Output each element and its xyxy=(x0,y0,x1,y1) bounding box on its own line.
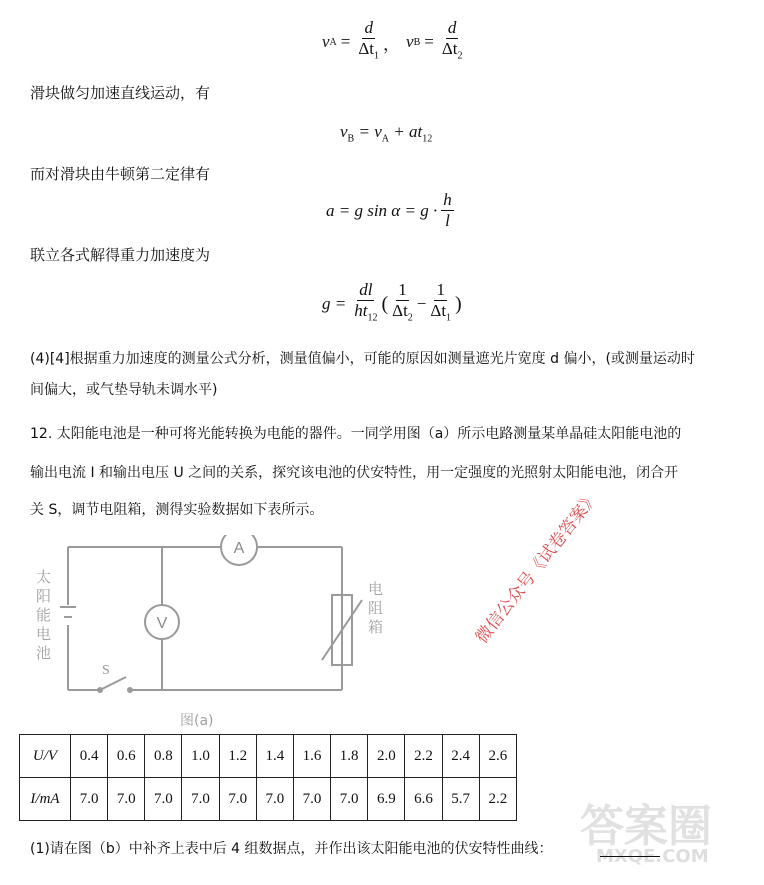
table-cell: 7.0 xyxy=(293,778,330,821)
circuit-diagram xyxy=(30,535,390,730)
table-cell: 1.8 xyxy=(331,735,368,778)
answer-blank xyxy=(600,856,660,857)
eq1-num2: d xyxy=(447,18,457,37)
table-cell: 1.2 xyxy=(219,735,256,778)
eq2-tail: + at xyxy=(388,122,423,141)
eq3-num: h xyxy=(443,190,452,209)
question-12-line2: 输出电流 I 和输出电压 U 之间的关系，探究该电池的伏安特性，用一定强度的光照射太阳能电池，闭合开 xyxy=(30,465,679,481)
table-header-current: I/mA xyxy=(20,778,71,821)
ammeter-label: A xyxy=(233,540,245,557)
eq3-left: a = g sin α = g · xyxy=(326,200,438,220)
eq1-num: d xyxy=(364,18,373,37)
table-cell: 1.0 xyxy=(182,735,219,778)
eq4-dt2-sub: 2 xyxy=(407,312,413,324)
table-row-current xyxy=(20,778,517,821)
eq1-den-sub: 1 xyxy=(374,50,380,62)
data-table xyxy=(19,734,517,821)
eq2-sub-12: 12 xyxy=(422,133,433,145)
eq1-den2-sub: 2 xyxy=(457,50,463,62)
eq2-sub-a: A xyxy=(381,133,389,145)
table-cell: 2.2 xyxy=(479,778,516,821)
eq1-den: Δt xyxy=(358,39,375,58)
eq1-sep: ， xyxy=(383,34,401,54)
eq4-dt1-sub: 1 xyxy=(446,312,452,324)
table-row-voltage xyxy=(20,735,517,778)
eq4-dt-a: Δt xyxy=(392,301,408,320)
figure-a-caption: 图(a) xyxy=(180,713,214,729)
eq4-den-sub: 12 xyxy=(367,312,378,324)
table-header-voltage: U/V xyxy=(20,735,71,778)
eq2-mid: = v xyxy=(354,122,382,141)
equation-gravity: g = $\frac{dl}{ht_{12}}$ ( $\frac{1}{\Delta t_2}$ − $\frac{1}{\Delta t_1}$ ) xyxy=(322,280,462,324)
battery-label: 太阳能电池 xyxy=(36,568,52,662)
table-cell: 7.0 xyxy=(182,778,219,821)
eq4-left: g = xyxy=(322,294,347,314)
paragraph-uniform-acceleration: 滑块做匀加速直线运动，有 xyxy=(30,84,211,102)
table-cell: 6.6 xyxy=(405,778,442,821)
table-cell: 1.6 xyxy=(293,735,330,778)
table-cell: 7.0 xyxy=(108,778,145,821)
eq4-dt-b: Δt xyxy=(430,301,447,320)
switch-label: S xyxy=(102,663,110,678)
table-cell: 7.0 xyxy=(71,778,108,821)
paragraph-analysis-line2: 间偏大，或气垫导轨未调水平) xyxy=(30,382,218,398)
voltmeter-icon xyxy=(145,605,179,639)
eq4-den: ht xyxy=(354,301,368,320)
question-12-line3: 关 S，调节电阻箱，测得实验数据如下表所示。 xyxy=(30,502,324,518)
table-cell: 1.4 xyxy=(256,735,293,778)
table-cell: 2.6 xyxy=(479,735,516,778)
paragraph-solve-gravity: 联立各式解得重力加速度为 xyxy=(30,246,211,264)
eq2-sub-b: B xyxy=(347,133,355,145)
table-cell: 0.4 xyxy=(71,735,108,778)
table-cell: 0.6 xyxy=(108,735,145,778)
table-cell: 5.7 xyxy=(442,778,479,821)
resistor-box-label: 电阻箱 xyxy=(368,580,384,636)
logo-watermark: 答案圈 xyxy=(580,801,712,852)
equation-vb xyxy=(340,122,432,144)
equation-acceleration xyxy=(326,190,456,231)
eq1-vA: v xyxy=(322,32,330,52)
question-1-prompt: (1)请在图（b）中补齐上表中后 4 组数据点，并作出该太阳能电池的伏安特性曲线： xyxy=(30,841,553,857)
paragraph-newton-second-law: 而对滑块由牛顿第二定律有 xyxy=(30,165,211,183)
table-cell: 0.8 xyxy=(145,735,182,778)
eq1-vB: v xyxy=(406,32,414,52)
paragraph-analysis-line1: (4)[4]根据重力加速度的测量公式分析，测量值偏小，可能的原因如测量遮光片宽度 d 偏小，(或测量运动时 xyxy=(30,351,695,367)
equation-velocity: v A = $\frac{d}{\Delta t_1}$ ， v B = $\frac{d}{\Delta t_2}$ xyxy=(322,18,463,62)
eq1-vB-sub: B xyxy=(413,36,421,48)
question-12-line1: 12. 太阳能电池是一种可将光能转换为电能的器件。一同学用图（a）所示电路测量某单晶硅太阳能电池的 xyxy=(30,426,682,442)
eq2-v: v xyxy=(340,122,348,141)
eq4-one-b: 1 xyxy=(436,280,445,299)
eq1-vA-sub: A xyxy=(329,36,337,48)
logo-watermark-sub: MXQE.COM xyxy=(596,846,709,867)
table-cell: 2.2 xyxy=(405,735,442,778)
ammeter-icon xyxy=(221,535,257,565)
watermark-text: 微信公众号《试卷答案》 xyxy=(471,487,603,648)
voltmeter-label: V xyxy=(156,615,168,632)
table-cell: 2.4 xyxy=(442,735,479,778)
eq4-num: dl xyxy=(359,280,373,299)
table-cell: 6.9 xyxy=(368,778,405,821)
table-cell: 7.0 xyxy=(256,778,293,821)
table-cell: 2.0 xyxy=(368,735,405,778)
table-cell: 7.0 xyxy=(219,778,256,821)
eq4-one-a: 1 xyxy=(398,280,407,299)
eq3-den: l xyxy=(445,211,450,230)
table-cell: 7.0 xyxy=(331,778,368,821)
eq1-den2: Δt xyxy=(441,39,458,58)
table-cell: 7.0 xyxy=(145,778,182,821)
